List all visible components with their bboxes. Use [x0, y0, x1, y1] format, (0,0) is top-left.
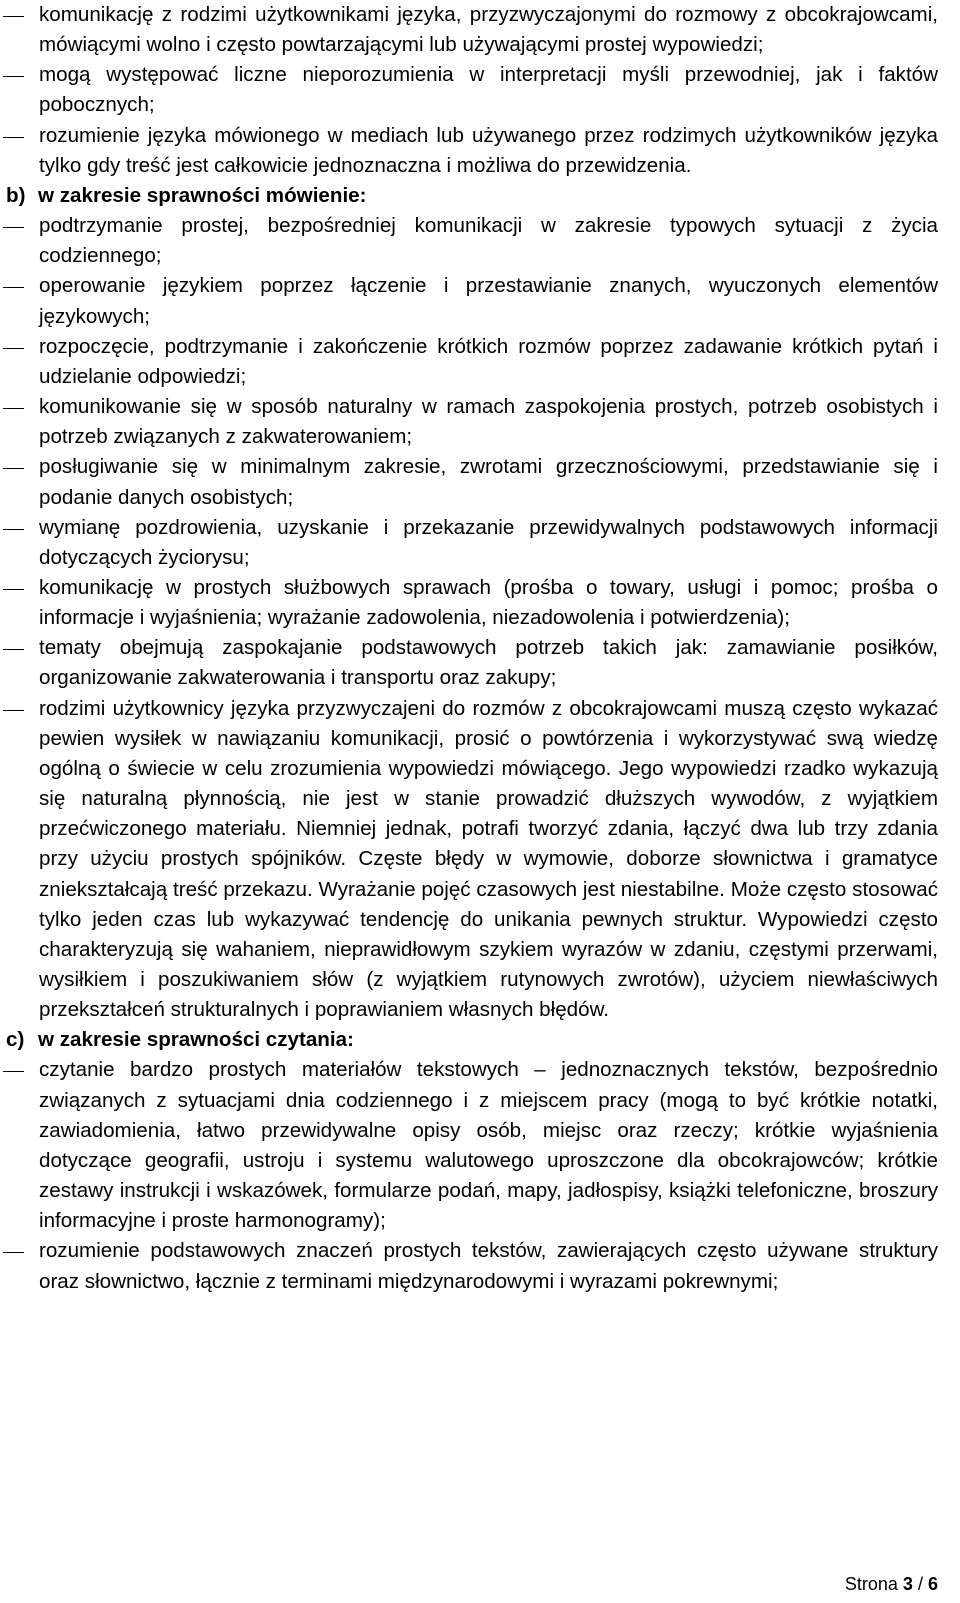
- dash-bullet-icon: [3, 16, 24, 17]
- page-footer: [845, 1572, 938, 1596]
- dash-bullet-icon: [3, 468, 24, 469]
- list-item: [0, 0, 960, 60]
- list-item: [0, 694, 960, 1026]
- list-item-text: wymianę pozdrowienia, uzyskanie i przekazanie przewidywalnych podstawowych informacji dotyczących życiorysu;: [39, 515, 938, 569]
- list-item: [0, 452, 960, 512]
- section-b-title: w zakresie sprawności mówienie:: [38, 183, 367, 207]
- list-item: [0, 1236, 960, 1296]
- list-item-text: tematy obejmują zaspokajanie podstawowych potrzeb takich jak: zamawianie posiłków, organizowanie zakwaterowania i transportu oraz zakupy;: [39, 636, 938, 690]
- list-item: [0, 1055, 960, 1236]
- dash-bullet-icon: [3, 137, 24, 138]
- list-item: [0, 60, 960, 120]
- list-c: [0, 1055, 960, 1296]
- list-item: [0, 392, 960, 452]
- dash-bullet-icon: [3, 649, 24, 650]
- section-c-marker: c): [6, 1028, 25, 1052]
- dash-bullet-icon: [3, 529, 24, 530]
- list-item-text: rozumienie podstawowych znaczeń prostych tekstów, zawierających często używane struktury oraz słownictwo, łącznie z terminami międzynarodowymi i wyrazami pokrewnymi;: [39, 1239, 938, 1293]
- section-c-title: w zakresie sprawności czytania:: [38, 1028, 354, 1052]
- dash-bullet-icon: [3, 710, 24, 711]
- list-item-text: komunikację z rodzimi użytkownikami języka, przyzwyczajonymi do rozmowy z obcokrajowcami, mówiącymi wolno i często powtarzającymi lub używającymi prostej wypowiedzi;: [39, 3, 938, 57]
- list-item-text: komunikowanie się w sposób naturalny w ramach zaspokojenia prostych, potrzeb osobistych i potrzeb związanych z zakwaterowaniem;: [39, 395, 938, 449]
- list-item-text: mogą występować liczne nieporozumienia w interpretacji myśli przewodniej, jak i faktów pobocznych;: [39, 63, 938, 117]
- list-item-text: operowanie językiem poprzez łączenie i przestawianie znanych, wyuczonych elementów językowych;: [39, 274, 938, 328]
- list-item-text: rozpoczęcie, podtrzymanie i zakończenie krótkich rozmów poprzez zadawanie krótkich pytań i udzielanie odpowiedzi;: [39, 334, 938, 388]
- dash-bullet-icon: [3, 227, 24, 228]
- list-item-text: komunikację w prostych służbowych sprawach (prośba o towary, usługi i pomoc; prośba o informacje i wyjaśnienia; wyrażanie zadowolenia, niezadowolenia i potwierdzenia);: [39, 575, 938, 630]
- list-a: [0, 0, 960, 181]
- section-b-marker: b): [6, 183, 26, 207]
- list-item-text: rodzimi użytkownicy języka przyzwyczajeni do rozmów z obcokrajowcami muszą często wykazać pewien wysiłek w nawiązaniu komunikacji, prosić o powtórzenia i wykorzystywać swą wiedzę ogólną o świecie w celu zrozumienia wypowiedzi mówiącego. Jego wypowiedzi rzadko wykazują się naturalną płynnością, nie jest w stanie prowadzić dłuższych wywodów, z wyjątkiem przećwiczonego materiału. Niemniej jednak, potrafi tworzyć zdania, łączyć dwa lub trzy zdania przy użyciu prostych spójników. Częste błędy w wymowie, doborze słownictwa i gramatyce zniekształcają treść przekazu. Wyrażanie pojęć czasowych jest niestabilne. Może często stosować tylko jeden czas lub wykazywać tendencję do unikania pewnych struktur. Wypowiedzi często charakteryzują się wahaniem, nieprawidłowym szykiem wyrazów w zdaniu, częstymi przerwami, wysiłkiem i poszukiwaniem słów (z wyjątkiem rutynowych zwrotów), użyciem niewłaściwych przekształceń strukturalnych i poprawianiem własnych błędów.: [39, 696, 938, 1022]
- dash-bullet-icon: [3, 348, 24, 349]
- list-b: [0, 211, 960, 1025]
- list-item: [0, 573, 960, 633]
- list-item: [0, 513, 960, 573]
- list-item: [0, 332, 960, 392]
- list-item-text: posługiwanie się w minimalnym zakresie, zwrotami grzecznościowymi, przedstawianie się i podanie danych osobistych;: [39, 455, 938, 509]
- page-number: 3: [902, 1574, 913, 1594]
- dash-bullet-icon: [3, 408, 24, 409]
- list-item: [0, 121, 960, 181]
- list-item-text: rozumienie języka mówionego w mediach lub używanego przez rodzimych użytkowników języka tylko gdy treść jest całkowicie jednoznaczna i możliwa do przewidzenia.: [39, 123, 938, 177]
- dash-bullet-icon: [3, 76, 24, 77]
- list-item-text: czytanie bardzo prostych materiałów tekstowych – jednoznacznych tekstów, bezpośrednio związanych z sytuacjami dnia codziennego i z miejscem pracy (mogą to być krótkie notatki, zawiadomienia, łatwo przewidywalne opisy osób, miejsc oraz rzeczy; krótkie wyjaśnienia dotyczące geografii, ustroju i systemu walutowego uproszczone dla obcokrajowców; krótkie zestawy instrukcji i wskazówek, formularze podań, mapy, jadłospisy, książki telefoniczne, broszury informacyjne i proste harmonogramy);: [39, 1058, 938, 1233]
- page-total: 6: [927, 1574, 938, 1594]
- list-item-text: podtrzymanie prostej, bezpośredniej komunikacji w zakresie typowych sytuacji z życia codziennego;: [39, 214, 938, 268]
- list-item: [0, 211, 960, 271]
- section-b-heading: [0, 181, 960, 211]
- section-c-heading: [0, 1025, 960, 1055]
- page-label: Strona: [844, 1574, 898, 1594]
- list-item: [0, 633, 960, 693]
- dash-bullet-icon: [3, 589, 24, 590]
- dash-bullet-icon: [3, 287, 24, 288]
- dash-bullet-icon: [3, 1071, 24, 1072]
- page-separator: /: [917, 1574, 923, 1594]
- dash-bullet-icon: [3, 1252, 24, 1253]
- list-item: [0, 271, 960, 331]
